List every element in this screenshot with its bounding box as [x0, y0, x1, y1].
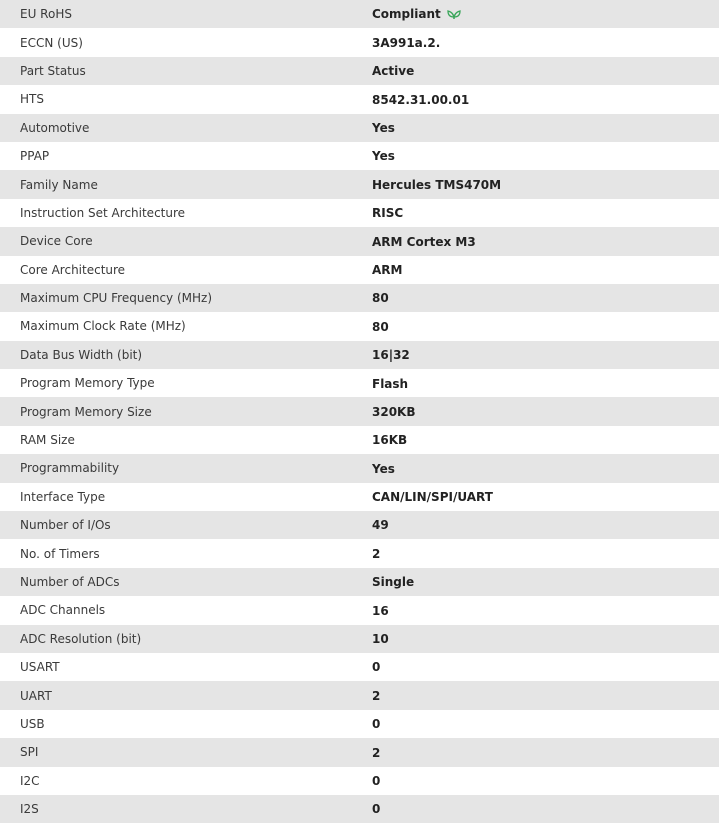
- spec-value-cell: [372, 85, 719, 113]
- spec-row: [0, 341, 719, 369]
- spec-label: USART: [20, 660, 60, 675]
- spec-label: I2C: [20, 773, 40, 788]
- spec-label: Family Name: [20, 177, 98, 192]
- spec-value: 0: [372, 660, 381, 675]
- spec-value: 2: [372, 745, 381, 760]
- spec-row: [0, 568, 719, 596]
- spec-value: 49: [372, 518, 389, 533]
- spec-value-cell: [372, 767, 719, 795]
- spec-row: [0, 795, 719, 823]
- spec-value: 10: [372, 632, 389, 647]
- spec-value: Single: [372, 575, 415, 590]
- spec-value-cell: [372, 341, 719, 369]
- spec-value-cell: [372, 227, 719, 255]
- spec-value: 16|32: [372, 348, 410, 363]
- spec-row: [0, 681, 719, 709]
- spec-label: Data Bus Width (bit): [20, 347, 143, 362]
- spec-value-cell: [372, 539, 719, 567]
- spec-value-cell: [372, 0, 719, 28]
- spec-value-cell: [372, 114, 719, 142]
- spec-row: [0, 85, 719, 113]
- spec-row: [0, 256, 719, 284]
- spec-row: [0, 312, 719, 340]
- spec-row: [0, 710, 719, 738]
- spec-label: Maximum Clock Rate (MHz): [20, 319, 186, 334]
- spec-label: Program Memory Size: [20, 404, 152, 419]
- spec-value: 16KB: [372, 433, 408, 448]
- spec-row: [0, 369, 719, 397]
- spec-row: [0, 539, 719, 567]
- spec-row: [0, 28, 719, 56]
- spec-value-cell: [372, 57, 719, 85]
- spec-value: 0: [372, 773, 381, 788]
- spec-label: Interface Type: [20, 489, 106, 504]
- spec-value-cell: [372, 568, 719, 596]
- spec-value-cell: [372, 199, 719, 227]
- spec-row: [0, 397, 719, 425]
- leaf-icon: [447, 8, 461, 20]
- spec-label: Maximum CPU Frequency (MHz): [20, 291, 212, 306]
- spec-label: Device Core: [20, 234, 93, 249]
- spec-value-cell: [372, 397, 719, 425]
- spec-label: EU RoHS: [20, 7, 72, 22]
- spec-row: [0, 511, 719, 539]
- spec-value-cell: [372, 170, 719, 198]
- spec-label: PPAP: [20, 149, 50, 164]
- spec-value-cell: [372, 426, 719, 454]
- spec-value: Flash: [372, 376, 409, 391]
- spec-label: No. of Timers: [20, 546, 100, 561]
- spec-value-cell: [372, 511, 719, 539]
- spec-value-cell: [372, 369, 719, 397]
- spec-row: [0, 0, 719, 28]
- spec-row: [0, 483, 719, 511]
- spec-row: [0, 426, 719, 454]
- spec-value-cell: [372, 596, 719, 624]
- spec-row: [0, 767, 719, 795]
- spec-value: 80: [372, 319, 389, 334]
- spec-value: 8542.31.00.01: [372, 92, 470, 107]
- spec-label: UART: [20, 688, 52, 703]
- spec-value-cell: [372, 312, 719, 340]
- spec-label: Part Status: [20, 63, 86, 78]
- spec-row: [0, 653, 719, 681]
- spec-label: HTS: [20, 92, 44, 107]
- spec-value-cell: [372, 738, 719, 766]
- spec-label: Programmability: [20, 461, 120, 476]
- spec-value: 16: [372, 603, 389, 618]
- spec-label: Core Architecture: [20, 262, 126, 277]
- spec-label: USB: [20, 716, 45, 731]
- spec-row: [0, 170, 719, 198]
- spec-label: ADC Resolution (bit): [20, 631, 142, 646]
- spec-value: ARM Cortex M3: [372, 234, 476, 249]
- spec-row: [0, 114, 719, 142]
- spec-value-cell: [372, 142, 719, 170]
- spec-value: 3A991a.2.: [372, 35, 441, 50]
- spec-value: Yes: [372, 149, 395, 164]
- spec-value-cell: [372, 653, 719, 681]
- spec-value: RISC: [372, 206, 404, 221]
- spec-row: [0, 142, 719, 170]
- spec-label: RAM Size: [20, 433, 75, 448]
- spec-row: [0, 199, 719, 227]
- spec-value: Compliant: [372, 7, 441, 22]
- spec-row: [0, 284, 719, 312]
- spec-value-cell: [372, 710, 719, 738]
- spec-label: Number of I/Os: [20, 518, 111, 533]
- spec-label: ADC Channels: [20, 603, 106, 618]
- spec-value: CAN/LIN/SPI/UART: [372, 490, 493, 505]
- spec-row: [0, 625, 719, 653]
- spec-value: 320KB: [372, 404, 416, 419]
- spec-value: Yes: [372, 121, 395, 135]
- spec-value: 0: [372, 802, 381, 817]
- spec-value-cell: [372, 795, 719, 823]
- spec-row: [0, 227, 719, 255]
- spec-value-cell: [372, 454, 719, 482]
- spec-value: 2: [372, 546, 381, 561]
- spec-label: Instruction Set Architecture: [20, 205, 186, 220]
- spec-label: Program Memory Type: [20, 376, 155, 391]
- spec-label: I2S: [20, 802, 39, 817]
- spec-value-cell: [372, 681, 719, 709]
- spec-row: [0, 57, 719, 85]
- spec-value-cell: [372, 625, 719, 653]
- spec-label: ECCN (US): [20, 35, 83, 50]
- spec-value-cell: [372, 483, 719, 511]
- spec-value: 2: [372, 688, 381, 703]
- spec-row: [0, 454, 719, 482]
- spec-value-cell: [372, 256, 719, 284]
- spec-value: 80: [372, 291, 389, 306]
- spec-label: Automotive: [20, 120, 90, 135]
- spec-value-cell: [372, 284, 719, 312]
- spec-value: Hercules TMS470M: [372, 177, 502, 192]
- spec-value-cell: [372, 28, 719, 56]
- spec-label: SPI: [20, 745, 39, 760]
- spec-value: 0: [372, 717, 381, 732]
- spec-value: Yes: [372, 461, 395, 476]
- spec-row: [0, 596, 719, 624]
- spec-value: ARM: [372, 262, 403, 277]
- spec-row: [0, 738, 719, 766]
- spec-label: Number of ADCs: [20, 575, 120, 589]
- spec-value: Active: [372, 64, 415, 79]
